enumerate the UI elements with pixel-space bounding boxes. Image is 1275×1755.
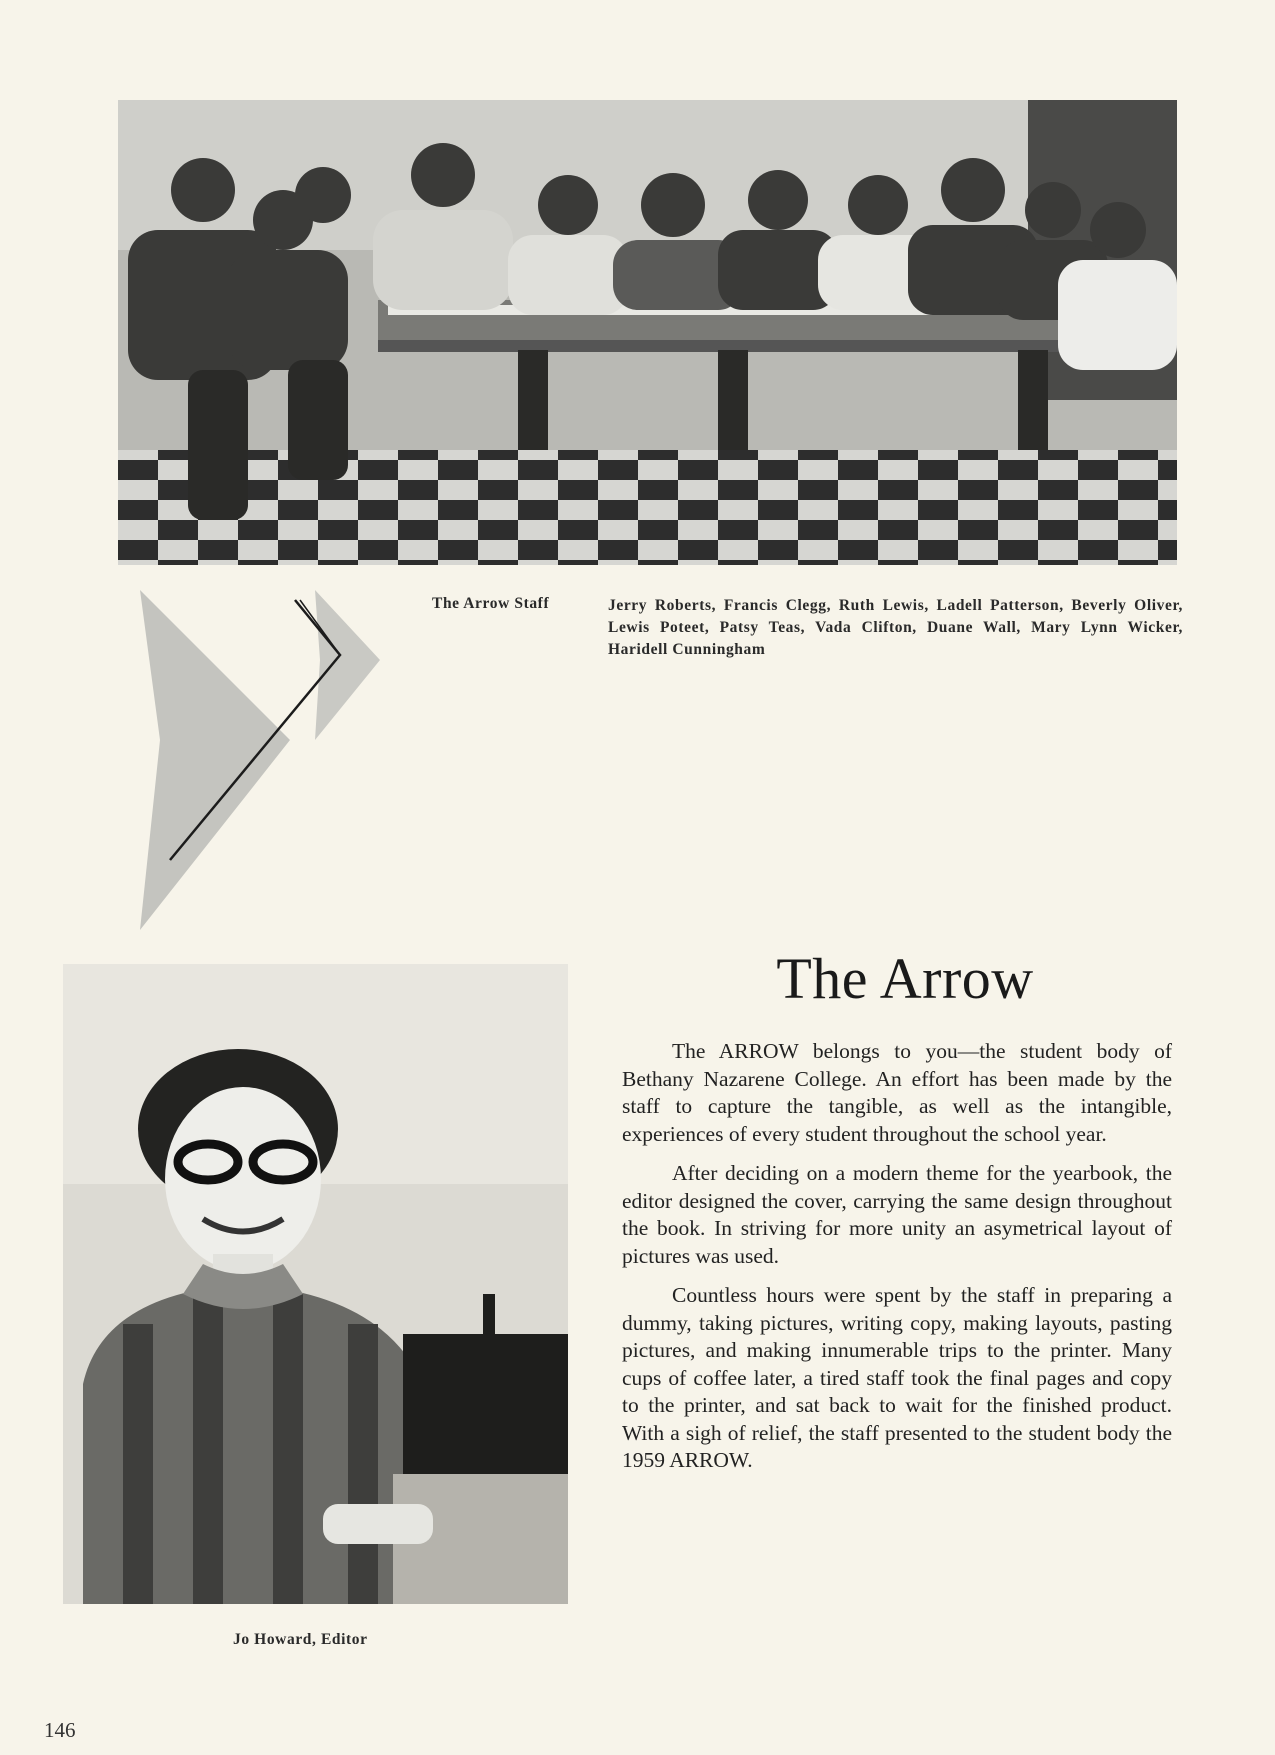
staff-caption-names: Jerry Roberts, Francis Clegg, Ruth Lewis, Ladell Patterson, Beverly Oliver, Lewis Poteet, Patsy Teas, Vada Clifton, Duane Wall, Mary Lynn Wicker, Haridell Cunningham (608, 597, 1183, 658)
page-number: 146 (44, 1718, 76, 1742)
arrow-motif-graphic (140, 590, 400, 930)
article-title: The Arrow (776, 946, 1034, 1011)
editor-caption: Jo Howard, Editor (233, 1631, 368, 1648)
arrow-gray-wing-left (140, 590, 290, 930)
article-paragraph-1: The ARROW belongs to you—the student body of Bethany Nazarene College. An effort has been made by the staff to capture the tangible, as well as the intangible, experiences of every student throughout the school year. (622, 1039, 1172, 1146)
editor-photo (63, 964, 568, 1604)
article-paragraph-3: Countless hours were spent by the staff in preparing a dummy, taking pictures, writing copy, making layouts, pasting pictures, and making innumerable trips to the printer. Many cups of coffee later, a tired staff took the final pages and copy to the printer, and sat back to wait for the finished product. With a sigh of relief, the staff presented to the student body the 1959 ARROW. (622, 1283, 1172, 1472)
staff-photo-image (118, 100, 1177, 565)
article-paragraph-2: After deciding on a modern theme for the yearbook, the editor designed the cover, carrying the same design throughout the book. In striving for more unity an asymetrical layout of pictures was used. (622, 1161, 1172, 1268)
editor-photo-image (63, 964, 568, 1604)
article-body (622, 1038, 1172, 1487)
staff-photo (118, 100, 1177, 565)
arrow-gray-wing-right (315, 590, 380, 740)
staff-caption-label: The Arrow Staff (432, 595, 550, 612)
